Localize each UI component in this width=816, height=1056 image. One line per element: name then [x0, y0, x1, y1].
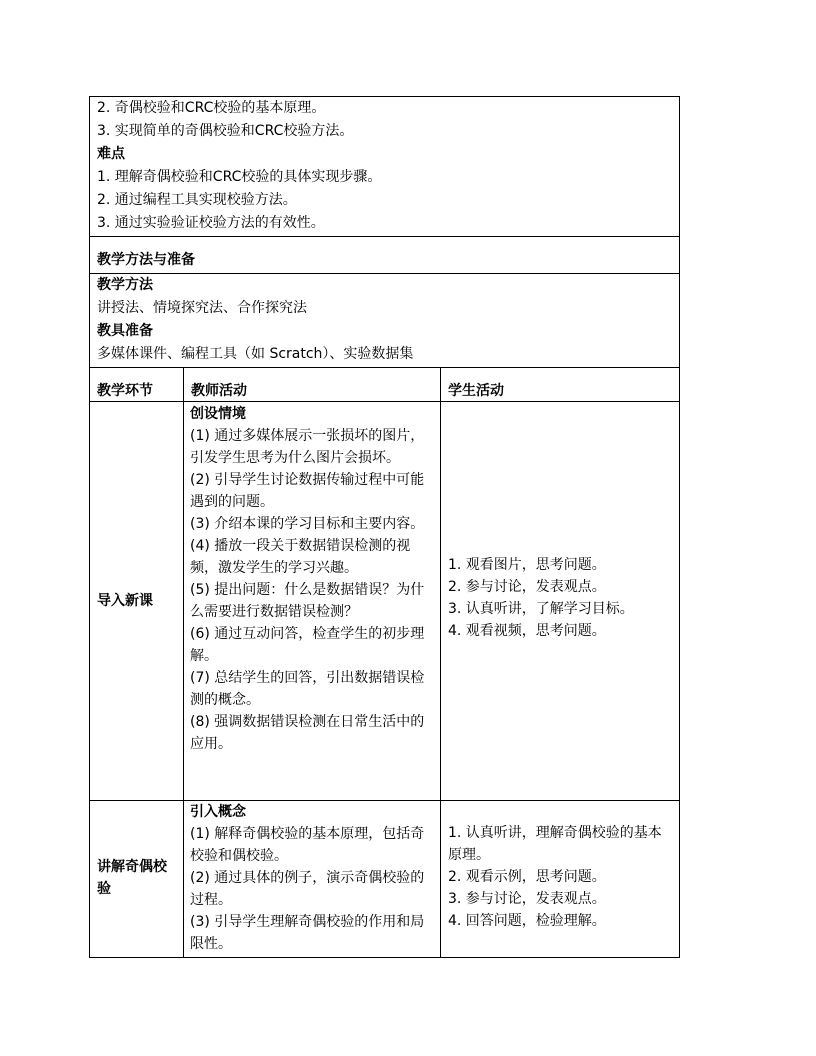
student-activity-item: 4. 观看视频，思考问题。 [448, 623, 606, 639]
table-header-teacher: 教师活动 [191, 383, 247, 399]
table-header-stage: 教学环节 [97, 383, 153, 399]
student-activity-cell [448, 822, 674, 932]
student-activity-item: 2. 观看示例，思考问题。 [448, 869, 606, 885]
teacher-activity-item: (1) 通过多媒体展示一张损坏的图片，引发学生思考为什么图片会损坏。 [190, 428, 425, 466]
student-activity-item: 1. 观看图片，思考问题。 [448, 557, 606, 573]
column-divider [183, 367, 184, 957]
teacher-activity-cell [190, 801, 434, 955]
methods-text: 讲授法、情境探究法、合作探究法 [97, 300, 307, 316]
teacher-activity-item: (2) 通过具体的例子，演示奇偶校验的过程。 [190, 870, 425, 908]
student-activity-cell [448, 554, 674, 642]
teacher-activity-heading: 引入概念 [190, 804, 246, 820]
teacher-activity-cell [190, 403, 434, 755]
teacher-activity-item: (4) 播放一段关于数据错误检测的视频，激发学生的学习兴趣。 [190, 538, 411, 576]
tools-heading: 教具准备 [97, 323, 153, 339]
teacher-activity-item: (8) 强调数据错误检测在日常生活中的应用。 [190, 714, 425, 752]
teacher-activity-item: (7) 总结学生的回答，引出数据错误检测的概念。 [190, 670, 425, 708]
teacher-activity-item: (6) 通过互动问答，检查学生的初步理解。 [190, 626, 425, 664]
frame-bottom-border [89, 957, 680, 958]
difficulty-item-3: 3. 通过实验验证校验方法的有效性。 [97, 215, 325, 231]
difficulty-heading: 难点 [97, 146, 125, 162]
teacher-activity-item: (5) 提出问题：什么是数据错误？为什么需要进行数据错误检测？ [190, 582, 425, 620]
stage-label-text: 讲解奇偶校验 [97, 859, 167, 897]
stage-label [97, 856, 175, 900]
student-activity-item: 1. 认真听讲，理解奇偶校验的基本原理。 [448, 825, 662, 863]
divider [89, 367, 680, 368]
difficulty-item-1: 1. 理解奇偶校验和CRC校验的具体实现步骤。 [97, 169, 382, 185]
column-divider [440, 367, 441, 957]
teacher-activity-item: (2) 引导学生讨论数据传输过程中可能遇到的问题。 [190, 472, 425, 510]
table-header-student: 学生活动 [448, 383, 504, 399]
student-activity-item: 4. 回答问题，检验理解。 [448, 913, 606, 929]
objective-line-2: 2. 奇偶校验和CRC校验的基本原理。 [97, 100, 326, 116]
divider [89, 273, 680, 274]
difficulty-item-2: 2. 通过编程工具实现校验方法。 [97, 192, 297, 208]
frame-top-border [89, 96, 680, 97]
stage-label: 导入新课 [97, 593, 153, 609]
tools-text: 多媒体课件、编程工具（如 Scratch）、实验数据集 [97, 346, 414, 362]
divider [89, 401, 680, 402]
objective-line-3: 3. 实现简单的奇偶校验和CRC校验方法。 [97, 123, 354, 139]
divider [89, 236, 680, 237]
student-activity-item: 2. 参与讨论，发表观点。 [448, 579, 606, 595]
teacher-activity-item: (3) 引导学生理解奇偶校验的作用和局限性。 [190, 914, 425, 952]
teacher-activity-item: (1) 解释奇偶校验的基本原理，包括奇校验和偶校验。 [190, 826, 425, 864]
teacher-activity-heading: 创设情境 [190, 406, 246, 422]
methods-heading: 教学方法 [97, 277, 153, 293]
student-activity-item: 3. 参与讨论，发表观点。 [448, 891, 606, 907]
teacher-activity-item: (3) 介绍本课的学习目标和主要内容。 [190, 516, 425, 532]
methods-section-title: 教学方法与准备 [97, 252, 195, 268]
student-activity-item: 3. 认真听讲，了解学习目标。 [448, 601, 634, 617]
